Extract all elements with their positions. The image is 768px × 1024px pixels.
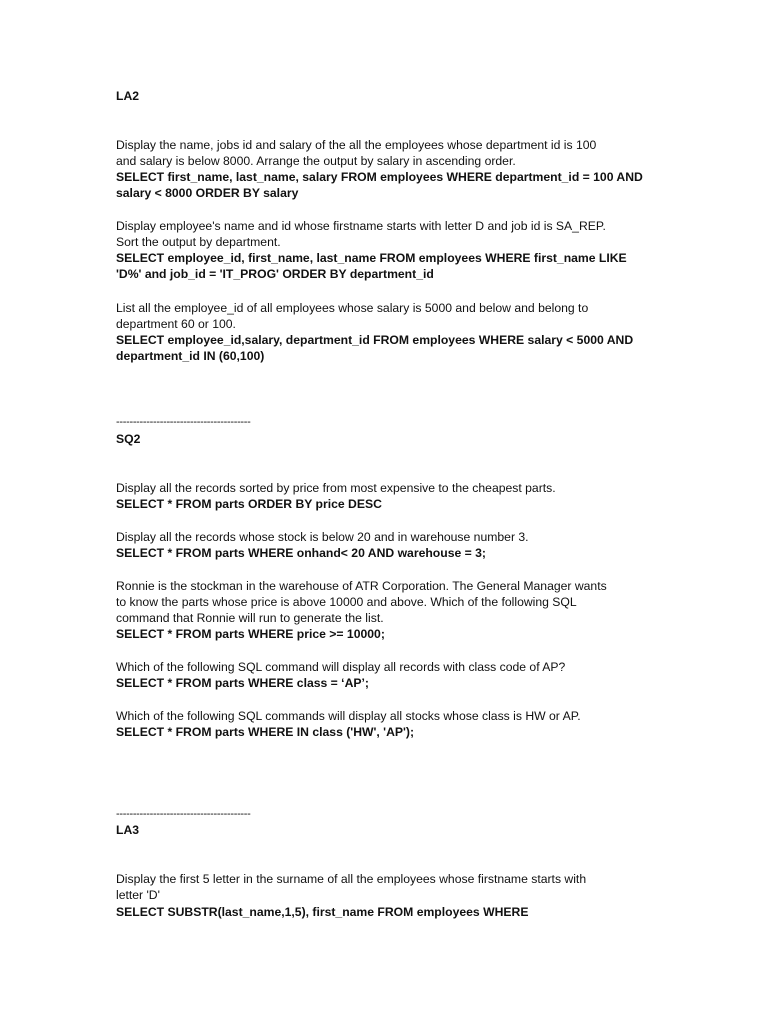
sql-answer-line: SELECT employee_id, first_name, last_name FROM employees WHERE first_name LIKE — [116, 251, 627, 265]
section-divider: ---------------------------------------- — [116, 808, 251, 820]
sql-answer-line: SELECT * FROM parts WHERE onhand< 20 AND warehouse = 3; — [116, 546, 486, 560]
question-prompt-line: and salary is below 8000. Arrange the output by salary in ascending order. — [116, 154, 516, 168]
question-prompt-line: Which of the following SQL commands will display all stocks whose class is HW or AP. — [116, 709, 581, 723]
sql-answer-line: SELECT SUBSTR(last_name,1,5), first_name FROM employees WHERE — [116, 905, 529, 919]
sql-answer-line: department_id IN (60,100) — [116, 349, 265, 363]
question-prompt-line: Display the first 5 letter in the surname of all the employees whose firstname starts with — [116, 872, 587, 886]
question-prompt-line: department 60 or 100. — [116, 317, 236, 331]
section-heading-la3: LA3 — [116, 823, 140, 837]
question-prompt-line: letter 'D' — [116, 888, 160, 902]
question-prompt-line: command that Ronnie will run to generate the list. — [116, 611, 384, 625]
question-prompt-line: Display the name, jobs id and salary of the all the employees whose department id is 100 — [116, 138, 597, 152]
question-prompt-line: Display all the records sorted by price from most expensive to the cheapest parts. — [116, 481, 556, 495]
section-divider: ---------------------------------------- — [116, 416, 251, 428]
section-heading-la2: LA2 — [116, 89, 140, 103]
sql-answer-line: SELECT * FROM parts WHERE price >= 10000; — [116, 627, 385, 641]
question-prompt-line: Display all the records whose stock is below 20 and in warehouse number 3. — [116, 530, 529, 544]
sql-answer-line: 'D%' and job_id = 'IT_PROG' ORDER BY department_id — [116, 267, 434, 281]
question-prompt-line: Sort the output by department. — [116, 235, 281, 249]
sql-answer-line: SELECT * FROM parts WHERE IN class ('HW', 'AP'); — [116, 725, 415, 739]
question-prompt-line: Which of the following SQL command will display all records with class code of AP? — [116, 660, 566, 674]
question-prompt-line: Display employee's name and id whose firstname starts with letter D and job id is SA_REP. — [116, 219, 606, 233]
sql-answer-line: SELECT * FROM parts ORDER BY price DESC — [116, 497, 382, 511]
sql-answer-line: SELECT employee_id,salary, department_id FROM employees WHERE salary < 5000 AND — [116, 333, 634, 347]
sql-answer-line: salary < 8000 ORDER BY salary — [116, 186, 299, 200]
sql-answer-line: SELECT first_name, last_name, salary FROM employees WHERE department_id = 100 AND — [116, 170, 643, 184]
question-prompt-line: Ronnie is the stockman in the warehouse of ATR Corporation. The General Manager wants — [116, 579, 607, 593]
question-prompt-line: List all the employee_id of all employees whose salary is 5000 and below and belong to — [116, 301, 589, 315]
section-heading-sq2: SQ2 — [116, 432, 141, 446]
question-prompt-line: to know the parts whose price is above 10000 and above. Which of the following SQL — [116, 595, 577, 609]
sql-answer-line: SELECT * FROM parts WHERE class = ‘AP’; — [116, 676, 369, 690]
